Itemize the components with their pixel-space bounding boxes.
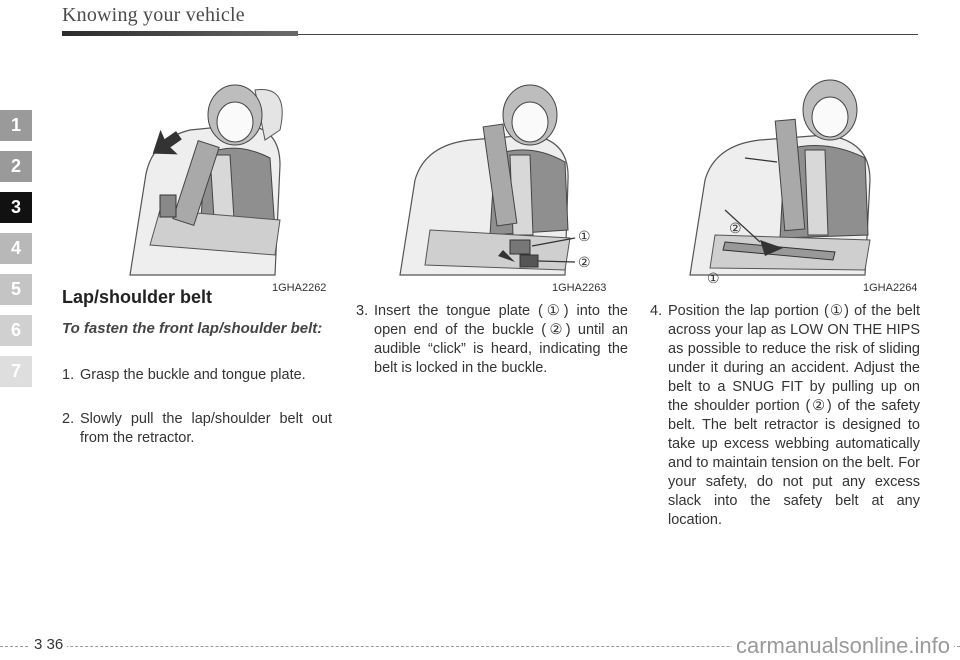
step-number: 1. bbox=[62, 367, 75, 383]
step-4 bbox=[650, 302, 920, 530]
chapter-tab-label: 2 bbox=[10, 156, 21, 176]
chapter-tab-label: 5 bbox=[10, 279, 21, 299]
callout-1: ① bbox=[578, 228, 591, 244]
step-text: Slowly pull the lap/shoulder belt out from the retractor. bbox=[80, 411, 332, 446]
chapter-tab-6[interactable] bbox=[0, 315, 32, 346]
header-bar bbox=[62, 31, 298, 36]
step-number: 3. bbox=[356, 303, 369, 319]
seat-illustration-1 bbox=[90, 70, 330, 280]
watermark[interactable]: carmanualsonline.info bbox=[732, 633, 954, 659]
figure-code: 1GHA2263 bbox=[552, 282, 607, 294]
chapter-tab-label: 1 bbox=[10, 115, 21, 135]
chapter-tab-1[interactable] bbox=[0, 110, 32, 141]
chapter-tab-4[interactable] bbox=[0, 233, 32, 264]
running-header: Knowing your vehicle bbox=[62, 4, 245, 26]
chapter-tab-label: 7 bbox=[10, 361, 21, 381]
chapter-tab-2[interactable] bbox=[0, 151, 32, 182]
step-1 bbox=[62, 366, 332, 385]
section-subtitle: To fasten the front lap/shoulder belt: bbox=[62, 320, 323, 337]
chapter-tab-label: 3 bbox=[10, 197, 21, 217]
figure-position-lap-belt bbox=[665, 70, 918, 294]
step-text: Grasp the buckle and tongue plate. bbox=[80, 367, 306, 383]
step-number: 4. bbox=[650, 303, 663, 319]
section-title: Lap/shoulder belt bbox=[62, 287, 213, 307]
callout-2: ② bbox=[578, 254, 591, 270]
step-2 bbox=[62, 410, 332, 448]
step-text: Position the lap portion (①) of the belt across your lap as LOW ON THE HIPS as possible to reduce the risk of sliding under it during an accident. Adjust the belt to a SNUG FIT by pulling up on the shoulder portion (②) of the safety belt. The belt retractor is designed to take up excess webbing automatically and to maintain tension on the belt. For your safety, do not put any excess slack into the safety belt at any location. bbox=[668, 303, 920, 528]
chapter-tab-label: 6 bbox=[10, 320, 21, 340]
figure-code: 1GHA2264 bbox=[863, 282, 918, 294]
chapter-tab-3[interactable] bbox=[0, 192, 32, 223]
page-number: 3 36 bbox=[30, 636, 67, 653]
step-number: 2. bbox=[62, 411, 75, 427]
step-text: Insert the tongue plate (①) into the open end of the buckle (②) until an audible “click” is heard, indicating the belt is locked in the buckle. bbox=[374, 303, 628, 376]
figure-insert-tongue bbox=[370, 70, 620, 294]
seat-illustration-3 bbox=[665, 70, 915, 280]
seat-illustration-2 bbox=[370, 70, 620, 280]
callout-2: ② bbox=[729, 220, 742, 236]
callout-1: ① bbox=[707, 270, 720, 286]
header-rule bbox=[298, 34, 918, 35]
step-3 bbox=[356, 302, 628, 378]
chapter-tab-5[interactable] bbox=[0, 274, 32, 305]
figure-code: 1GHA2262 bbox=[272, 282, 327, 294]
chapter-tab-label: 4 bbox=[10, 238, 21, 258]
figure-grasp-buckle bbox=[90, 70, 330, 294]
chapter-tabs bbox=[0, 110, 40, 397]
chapter-tab-7[interactable] bbox=[0, 356, 32, 387]
